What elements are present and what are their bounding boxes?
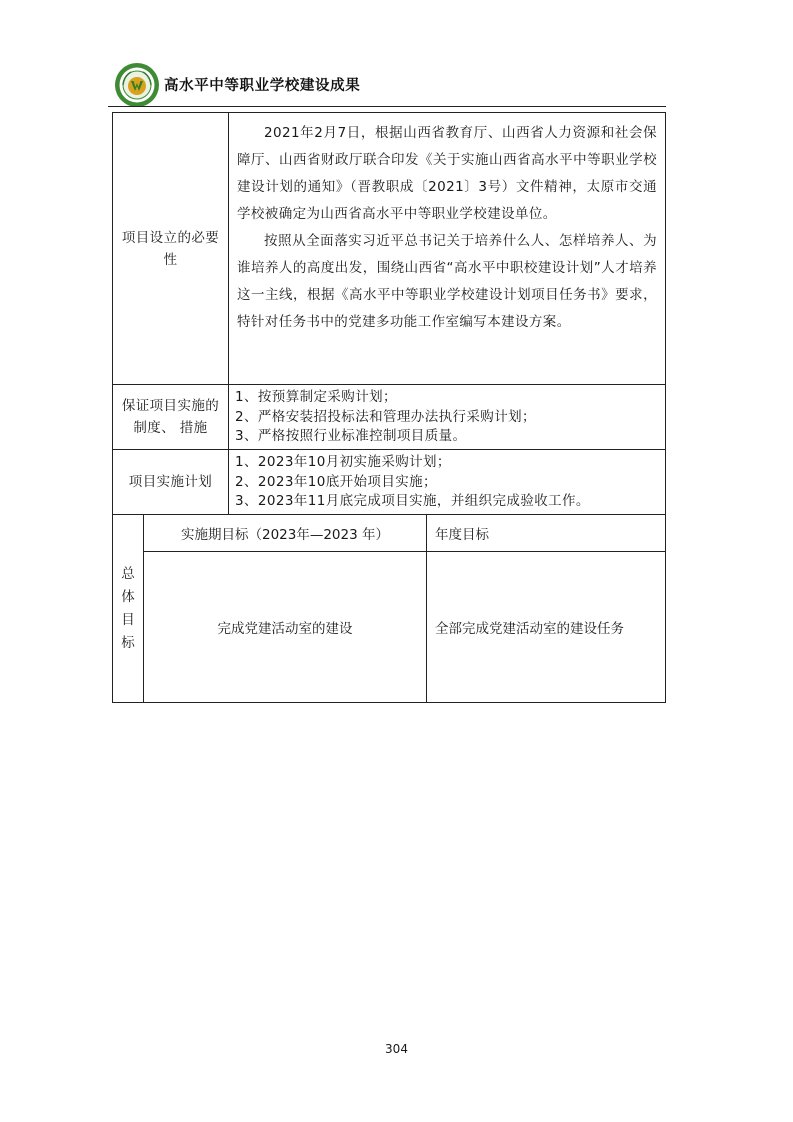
goals-grid (144, 515, 665, 702)
measures-label: 保证项目实施的制度、 措施 (113, 385, 229, 449)
school-logo-icon (114, 62, 160, 108)
period-goal-cell: 完成党建活动室的建设 (144, 552, 427, 702)
list-item: 1、2023年10月初实施采购计划； (235, 454, 451, 470)
goals-header-row (144, 515, 665, 552)
necessity-content (229, 113, 665, 384)
project-table (112, 112, 666, 703)
header-divider (108, 106, 666, 107)
plan-label: 项目实施计划 (113, 450, 229, 514)
necessity-paragraph: 按照从全面落实习近平总书记关于培养什么人、怎样培养人、为谁培养人的高度出发，围绕山西省“高水平中职校建设计划”人才培养这一主线，根据《高水平中等职业学校建设计划项目任务书》要求，特针对任务书中的党建多功能工作室编写本建设方案。 (237, 233, 657, 330)
goals-body-row (144, 552, 665, 702)
measures-list (229, 385, 665, 449)
annual-goal-cell: 全部完成党建活动室的建设任务 (435, 621, 624, 637)
necessity-paragraph: 2021年2月7日，根据山西省教育厅、山西省人力资源和社会保障厅、山西省财政厅联合印发《关于实施山西省高水平中等职业学校建设计划的通知》（晋教职成〔2021〕3号）文件精神，太原市交通学校被确定为山西省高水平中等职业学校建设单位。 (237, 125, 657, 222)
page-number: 304 (385, 1042, 408, 1056)
page-header (108, 62, 668, 102)
header-title: 高水平中等职业学校建设成果 (164, 78, 361, 94)
list-item: 1、按预算制定采购计划； (235, 389, 397, 405)
necessity-row (113, 113, 665, 384)
annual-goal-header: 年度目标 (435, 527, 489, 543)
plan-list (229, 450, 665, 514)
list-item: 3、2023年11月底完成项目实施，并组织完成验收工作。 (235, 493, 590, 509)
measures-row (113, 384, 665, 449)
list-item: 2、严格安装招投标法和管理办法执行采购计划； (235, 408, 536, 425)
goals-label: 总体目标 (113, 515, 144, 702)
list-item: 3、严格按照行业标准控制项目质量。 (235, 428, 467, 444)
list-item: 2、2023年10底开始项目实施； (235, 473, 437, 490)
plan-row (113, 449, 665, 514)
period-goal-header: 实施期目标（2023年—2023 年） (144, 515, 427, 551)
goals-row (113, 514, 665, 702)
necessity-label: 项目设立的必要性 (113, 113, 229, 384)
